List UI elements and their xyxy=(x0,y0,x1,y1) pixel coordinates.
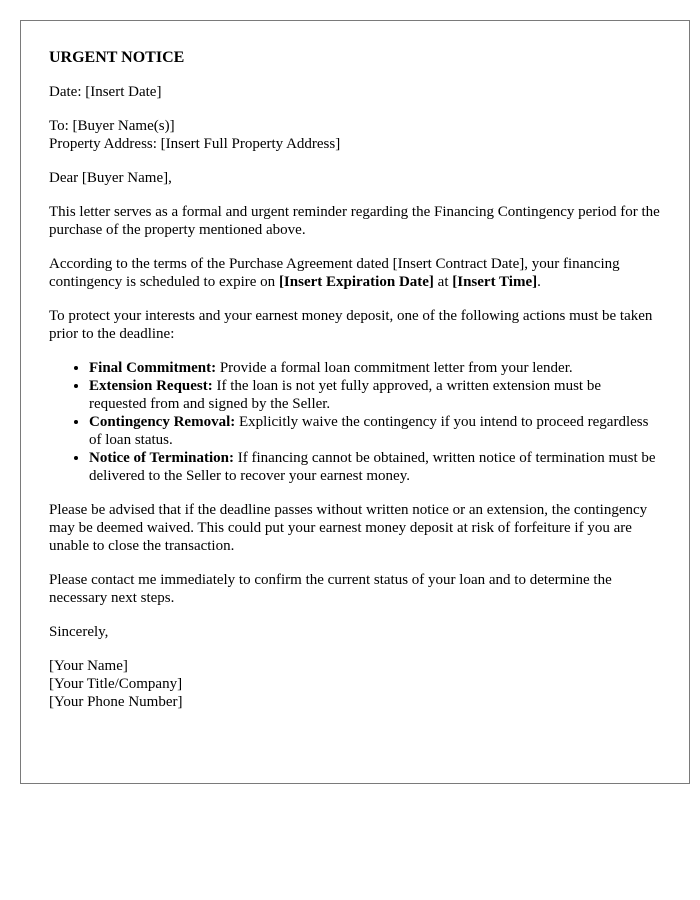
action-label: Notice of Termination: xyxy=(89,450,234,466)
paragraph-contact: Please contact me immediately to confirm the current status of your loan and to determine the necessary next steps. xyxy=(49,572,612,606)
deadline-text-pre: According to the terms of the Purchase Agreement dated [Insert Contract Date], your financing contingency is scheduled to expire on xyxy=(49,256,620,290)
action-label: Extension Request: xyxy=(89,378,213,394)
action-label: Final Commitment: xyxy=(89,360,217,376)
signature-block xyxy=(49,657,661,711)
deadline-text-mid: at xyxy=(433,274,453,290)
deadline-text-post: . xyxy=(537,274,541,290)
list-item xyxy=(89,413,661,449)
closing: Sincerely, xyxy=(49,624,109,640)
actions-list xyxy=(49,359,661,485)
action-text: Explicitly waive the contingency if you intend to proceed regardless of loan status. xyxy=(89,414,649,448)
date-line: Date: [Insert Date] xyxy=(49,84,162,100)
list-item xyxy=(89,449,661,485)
signature-phone: [Your Phone Number] xyxy=(49,694,183,710)
action-label: Contingency Removal: xyxy=(89,414,236,430)
salutation: Dear [Buyer Name], xyxy=(49,170,172,186)
recipient-line: To: [Buyer Name(s)] xyxy=(49,118,175,134)
recipient-block xyxy=(49,117,661,153)
expiration-date: [Insert Expiration Date] xyxy=(278,274,434,290)
list-item xyxy=(89,377,661,413)
property-address-line: Property Address: [Insert Full Property Address] xyxy=(49,136,341,152)
action-text: If the loan is not yet fully approved, a written extension must be requested from and signed by the Seller. xyxy=(89,378,602,412)
action-text: If financing cannot be obtained, written notice of termination must be delivered to the Seller to recover your earnest money. xyxy=(89,450,656,484)
paragraph-deadline xyxy=(49,255,661,291)
paragraph-warning: Please be advised that if the deadline passes without written notice or an extension, the contingency may be deemed waived. This could put your earnest money deposit at risk of forfeiture if you are unable to close the transaction. xyxy=(49,502,648,554)
expiration-time: [Insert Time] xyxy=(452,274,538,290)
paragraph-actions-intro: To protect your interests and your earnest money deposit, one of the following actions must be taken prior to the deadline: xyxy=(49,308,653,342)
signature-name: [Your Name] xyxy=(49,658,128,674)
paragraph-intro: This letter serves as a formal and urgent reminder regarding the Financing Contingency period for the purchase of the property mentioned above. xyxy=(49,204,660,238)
letter-document xyxy=(20,20,690,784)
signature-title: [Your Title/Company] xyxy=(49,676,183,692)
action-text: Provide a formal loan commitment letter from your lender. xyxy=(216,360,573,376)
notice-title: URGENT NOTICE xyxy=(49,49,185,66)
list-item xyxy=(89,359,661,377)
